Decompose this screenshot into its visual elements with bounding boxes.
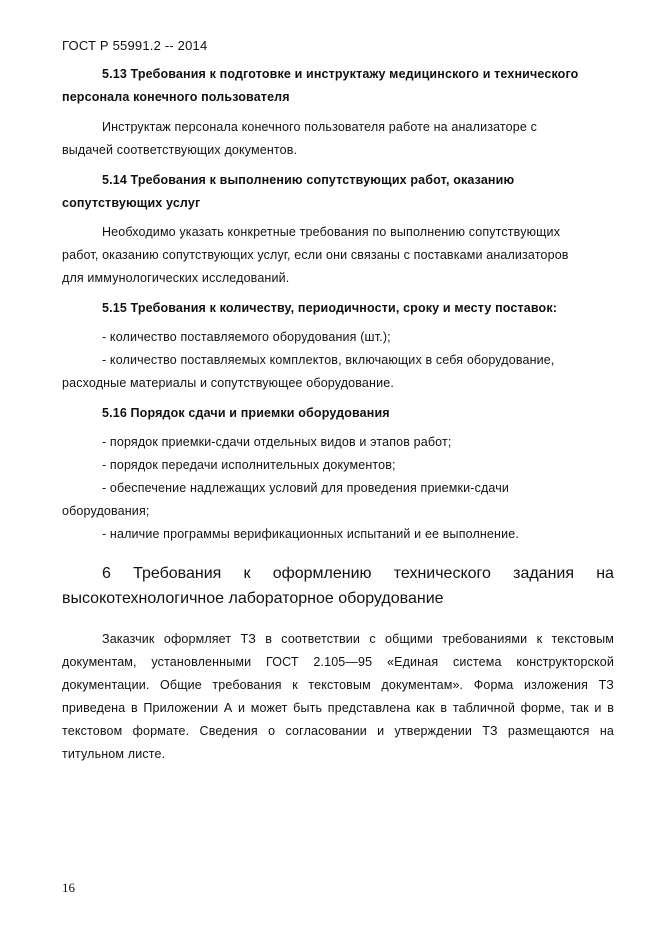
- section-6-paragraph: [62, 628, 614, 766]
- page-number: 16: [62, 880, 75, 895]
- section-5-16-list: [62, 431, 614, 546]
- section-5-13-text-line1: Инструктаж персонала конечного пользователя работе на анализаторе с: [102, 120, 537, 134]
- paragraph-line: текстовом формате. Сведения о согласовании и утверждении ТЗ размещаются на: [62, 724, 614, 738]
- paragraph-line: документам, установленными ГОСТ 2.105—95 «Единая система конструкторской: [62, 655, 614, 669]
- section-5-13: [62, 63, 614, 109]
- section-5-14: [62, 169, 614, 215]
- paragraph-line: документации. Общие требования к текстовым документам». Форма изложения ТЗ: [62, 678, 614, 692]
- section-5-14-text-line3: для иммунологических исследований.: [62, 271, 290, 285]
- paragraph-line: Заказчик оформляет ТЗ в соответствии с общими требованиями к текстовым: [102, 632, 614, 646]
- list-item: - количество поставляемых комплектов, включающих в себя оборудование,: [102, 353, 555, 367]
- list-item: - порядок передачи исполнительных документов;: [102, 458, 396, 472]
- paragraph-line: приведена в Приложении А и может быть представлена как в табличной форме, так и в: [62, 701, 614, 715]
- heading-word: технического: [393, 565, 491, 582]
- section-5-15-list: [62, 326, 614, 395]
- document-header: ГОСТ Р 55991.2 -- 2014: [62, 38, 208, 53]
- heading-word: на: [596, 565, 614, 582]
- section-5-13-text-line2: выдачей соответствующих документов.: [62, 143, 298, 157]
- list-item-cont: оборудования;: [62, 504, 150, 518]
- section-5-16: [62, 402, 614, 425]
- list-item: - наличие программы верификационных испытаний и ее выполнение.: [102, 527, 519, 541]
- section-5-14-title: 5.14 Требования к выполнению сопутствующих работ, оказанию: [102, 173, 515, 187]
- section-5-14-text-line1: Необходимо указать конкретные требования по выполнению сопутствующих: [102, 225, 561, 239]
- section-5-13-title-cont: персонала конечного пользователя: [62, 90, 290, 104]
- list-item: - порядок приемки-сдачи отдельных видов и этапов работ;: [102, 435, 452, 449]
- list-item-cont: расходные материалы и сопутствующее оборудование.: [62, 376, 394, 390]
- heading-word: Требования: [133, 565, 222, 582]
- section-5-14-body: [62, 221, 614, 290]
- section-5-13-title: 5.13 Требования к подготовке и инструктажу медицинского и технического: [102, 67, 579, 81]
- heading-word: оформлению: [272, 565, 372, 582]
- list-item: - количество поставляемого оборудования (шт.);: [102, 330, 391, 344]
- section-5-16-title: 5.16 Порядок сдачи и приемки оборудования: [102, 406, 390, 420]
- section-5-14-text-line2: работ, оказанию сопутствующих услуг, если они связаны с поставками анализаторов: [62, 248, 569, 262]
- section-6-heading-line1: [62, 561, 614, 586]
- section-5-15-title: 5.15 Требования к количеству, периодичности, сроку и месту поставок:: [102, 301, 558, 315]
- section-6-heading-line2: высокотехнологичное лабораторное оборудование: [62, 590, 444, 607]
- section-5-13-body: [62, 116, 614, 162]
- section-6-heading: [62, 561, 614, 611]
- paragraph-line: титульном листе.: [62, 747, 166, 761]
- heading-word: задания: [513, 565, 575, 582]
- section-6-number: 6: [102, 565, 111, 582]
- section-5-14-title-cont: сопутствующих услуг: [62, 196, 201, 210]
- section-5-15: [62, 297, 614, 320]
- heading-word: к: [243, 565, 251, 582]
- list-item: - обеспечение надлежащих условий для проведения приемки-сдачи: [102, 481, 510, 495]
